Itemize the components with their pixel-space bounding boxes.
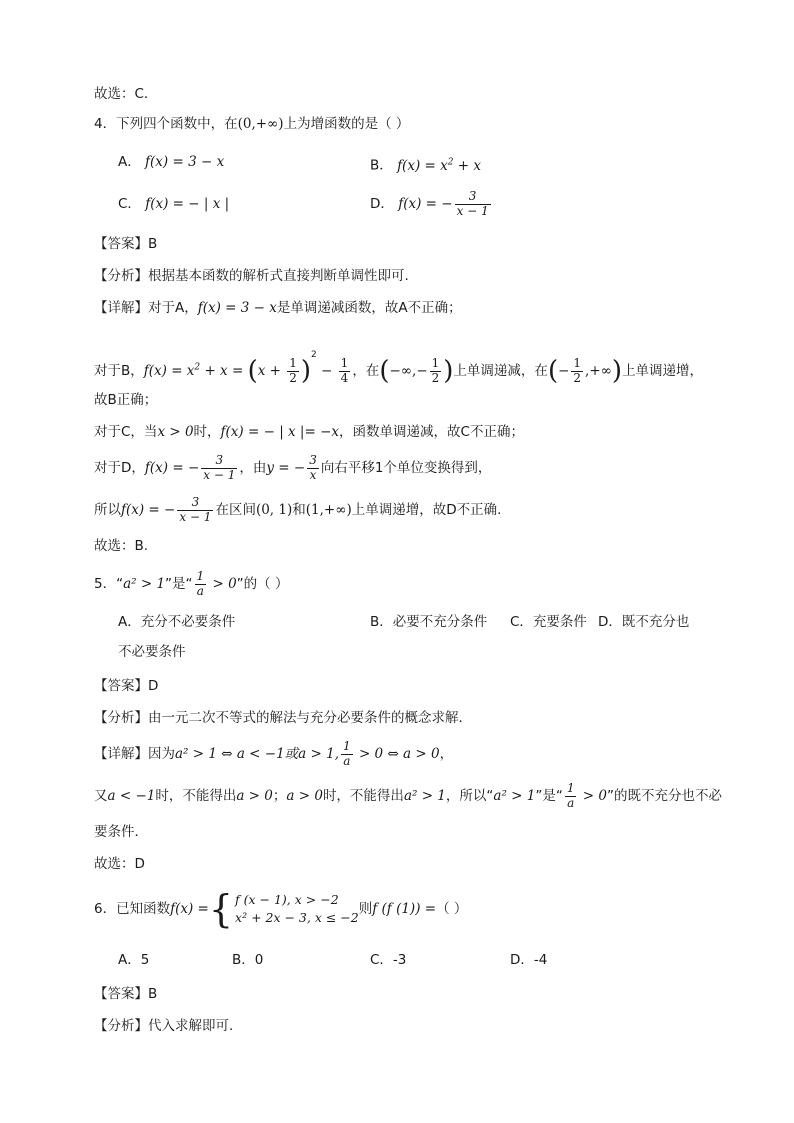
analysis-tag: 【分析】 <box>94 268 148 284</box>
q4-detail-b: 对于B，$f(x) = x^2 + x = (x$ + $\frac{1}{2}$ )$^2$ − $\frac{1}{4}$ ，在(−∞,− $\frac{1}{2}$ )上单调递减，在(− $\frac{1}{2}$ ,+∞)上单调递增， <box>94 350 704 386</box>
q4-option-c-math: f(x) = − | x | <box>145 196 230 212</box>
q4-option-a <box>118 152 224 172</box>
q4-option-b-math: $f(x) = x^2 + x$ <box>397 157 481 174</box>
q5-option-d: D．既不充分也 <box>598 614 690 630</box>
answer-tag: 【答案】 <box>94 236 148 252</box>
q5-stem: 5．“a² > 1”是“ $\frac{1}{a}$ > 0”的（ ） <box>94 569 289 598</box>
q6-piecewise: f (x − 1), x > −2 x² + 2x − 3, x ≤ −2 <box>235 892 359 925</box>
q4-analysis: 【分析】根据基本函数的解析式直接判断单调性即可. <box>94 268 409 284</box>
q6-brace: { <box>208 887 234 931</box>
q4-option-d: D． f(x) = − $\frac{3}{x - 1}$ <box>370 189 489 218</box>
q4-option-d-fraction: $\frac{3}{x - 1}$ <box>456 189 489 218</box>
q5-conclusion: 故选：D <box>94 856 145 872</box>
q4-detail-b-conclusion: 故B正确； <box>94 392 158 408</box>
q6-option-c: C．-3 <box>370 952 407 968</box>
q4-option-c-label: C． <box>118 196 141 212</box>
answer-tag: 【答案】 <box>94 678 148 694</box>
q6-answer-value: B <box>148 986 158 1002</box>
q5-answer-value: D <box>148 678 159 694</box>
q4-option-a-label: A． <box>118 154 141 170</box>
detail-tag: 【详解】 <box>94 300 148 316</box>
q5-option-d-cont: 不必要条件 <box>118 644 186 660</box>
answer-tag: 【答案】 <box>94 986 148 1002</box>
q4-detail-d: 对于D，f(x) = − $\frac{3}{x - 1}$ ，由y = − $\frac{3}{x}$ 向右平移1个单位变换得到， <box>94 453 492 482</box>
q6-option-a: A．5 <box>118 952 150 968</box>
q4-detail-so: 所以f(x) = − $\frac{3}{x - 1}$ 在区间(0, 1)和(1,+∞)上单调递增，故D不正确. <box>94 495 502 524</box>
q5-option-c: C．充要条件 <box>510 614 587 630</box>
analysis-tag: 【分析】 <box>94 710 148 726</box>
q5-option-a: A．充分不必要条件 <box>118 614 236 630</box>
q4-option-c <box>118 194 229 214</box>
q5-analysis: 【分析】由一元二次不等式的解法与充分必要条件的概念求解． <box>94 710 472 726</box>
q6-option-b: B．0 <box>232 952 264 968</box>
q4-option-d-label: D． <box>370 196 394 212</box>
q4-stem-suffix: 上为增函数的是（ ） <box>283 116 410 132</box>
q6-analysis: 【分析】代入求解即可. <box>94 1018 234 1034</box>
q6-option-d: D．-4 <box>510 952 548 968</box>
q4-answer-value: B <box>148 236 158 252</box>
q4-detail-a: 【详解】对于A，f(x) = 3 − x是单调递减函数，故A不正确； <box>94 300 462 316</box>
q5-answer <box>94 676 158 696</box>
q5-option-b: B．必要不充分条件 <box>370 614 488 630</box>
q4-detail-c: 对于C，当x > 0时，f(x) = − | x |= −x，函数单调递减，故C不正确； <box>94 424 524 440</box>
q4-conclusion: 故选：B. <box>94 538 149 554</box>
q5-detail-1: 【详解】因为a² > 1 ⇔ a < −1或a > 1, $\frac{1}{a}$ > 0 ⇔ a > 0， <box>94 739 454 768</box>
q5-detail-2: 又a < −1时，不能得出a > 0；a > 0时，不能得出a² > 1，所以“a² > 1”是“ $\frac{1}{a}$ > 0”的既不充分也不必 <box>94 781 722 810</box>
prev-conclusion: 故选：C． <box>94 86 158 102</box>
detail-tag: 【详解】 <box>94 746 148 762</box>
q4-option-b-label: B． <box>370 157 393 174</box>
q4-stem <box>94 114 409 134</box>
q4-option-a-math: f(x) = 3 − x <box>145 154 225 170</box>
q5-detail-3: 要条件． <box>94 824 148 840</box>
q6-stem: 6．已知函数f(x) ={ f (x − 1), x > −2 x² + 2x − 3, x ≤ −2 则f (f (1)) =（ ） <box>94 887 468 931</box>
analysis-tag: 【分析】 <box>94 1018 148 1034</box>
q4-answer <box>94 234 157 254</box>
q4-stem-prefix: 4．下列四个函数中，在 <box>94 116 238 132</box>
q4-option-b <box>370 152 481 176</box>
q6-answer <box>94 984 157 1004</box>
q4-interval: (0,+∞) <box>237 116 284 132</box>
